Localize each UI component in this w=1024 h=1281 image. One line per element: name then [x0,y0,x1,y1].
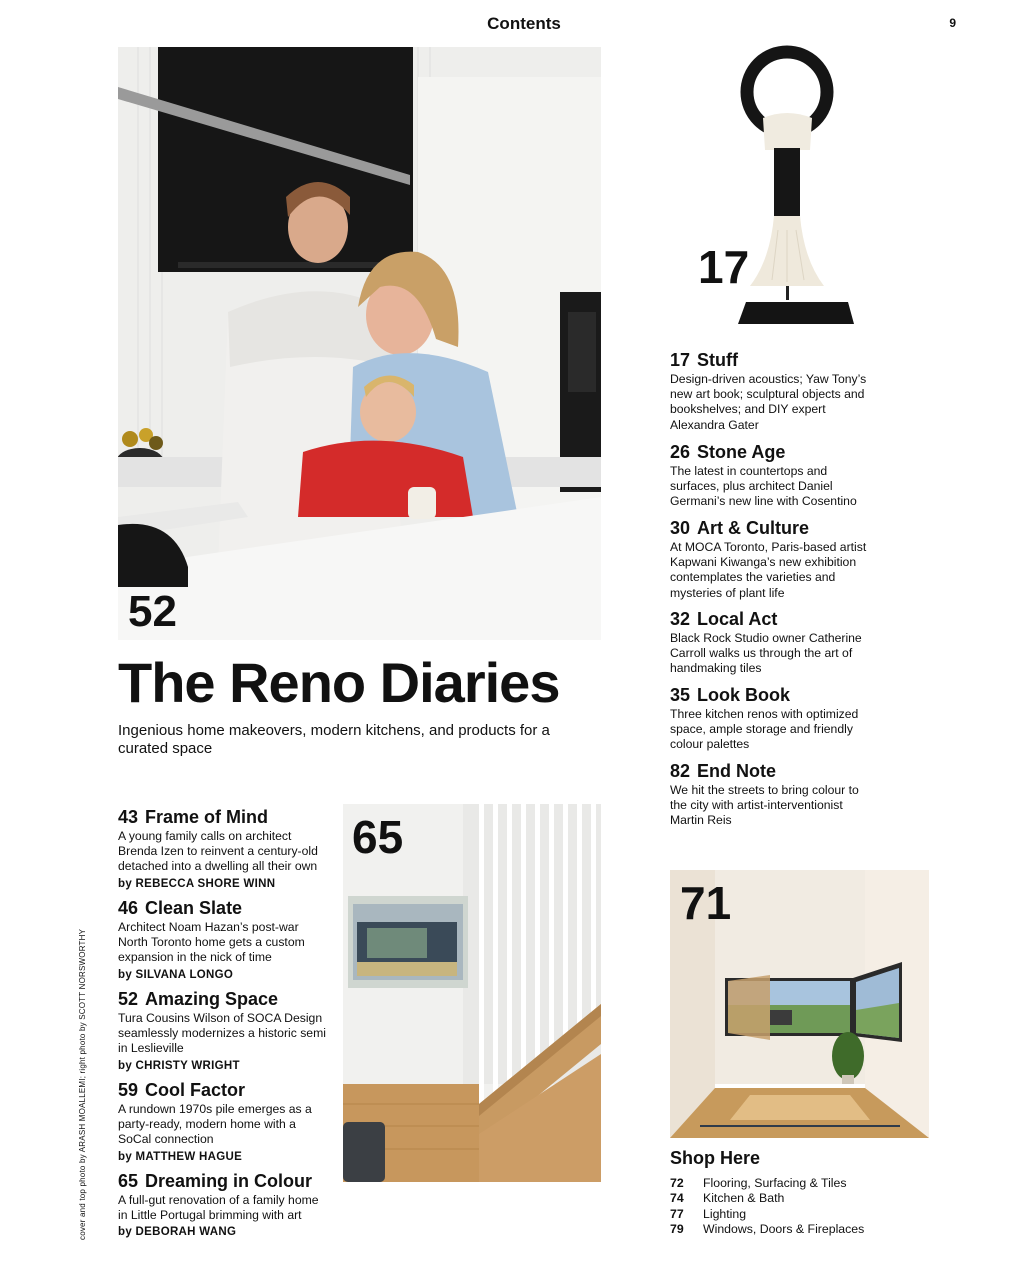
entry-title: Stone Age [697,442,786,462]
entry-page: 32 [670,609,691,629]
dept-entry[interactable] [670,685,900,753]
feature-entry[interactable] [118,898,348,983]
feature-title: The Reno Diaries [118,651,560,714]
entry-page: 52 [118,989,139,1009]
shop-item-page: 74 [670,1191,684,1206]
object-photo [730,40,865,330]
entry-byline: by MATTHEW HAGUE [118,1150,243,1163]
entry-desc: Three kitchen renos with optimized space, ample storage and friendly colour palettes [670,707,859,752]
entry-page: 17 [670,350,691,370]
dept-entry[interactable] [670,761,900,829]
feature-subtitle: Ingenious home makeovers, modern kitchens, and products for a curated space [118,722,550,757]
entry-desc: A young family calls on architect Brenda Izen to reinvent a century-old detached into a dwelling all their own [118,829,318,874]
entry-desc: A full-gut renovation of a family home in Little Portugal brimming with art [118,1193,319,1223]
shop-item[interactable] [670,1176,864,1191]
shop-item-page: 79 [670,1221,684,1236]
entry-title: Local Act [697,609,778,629]
dept-entry[interactable] [670,609,900,677]
entry-byline: by CHRISTY WRIGHT [118,1059,240,1072]
entry-desc: We hit the streets to bring colour to the city with artist-interventionist Martin Reis [670,783,859,828]
feature-entry[interactable] [118,1171,348,1240]
entry-byline: by REBECCA SHORE WINN [118,877,276,890]
entry-desc: A rundown 1970s pile emerges as a party-ready, modern home with a SoCal connection [118,1102,312,1147]
entry-title: Art & Culture [697,518,810,538]
entry-title: End Note [697,761,777,781]
entry-desc: Black Rock Studio owner Catherine Carroll walks us through the art of handmaking tiles [670,631,862,676]
dept-entry[interactable] [670,442,900,510]
photo-credit: cover and top photo by ARASH MOALLEMI; right photo by SCOTT NORSWORTHY [78,928,87,1240]
dept-entry[interactable] [670,350,900,433]
entry-desc: Architect Noam Hazan’s post-war North Toronto home gets a custom expansion in the nick of time [118,920,305,965]
object-page-number: 17 [698,241,750,293]
shop-item-label: Windows, Doors & Fireplaces [703,1221,865,1236]
entry-page: 82 [670,761,691,781]
shop-list [670,1176,864,1237]
entry-title: Frame of Mind [145,807,269,827]
hero-page-number: 52 [128,587,177,636]
feature-entry[interactable] [118,989,348,1074]
entry-page: 35 [670,685,691,705]
dept-entry[interactable] [670,518,900,601]
shop-title: Shop Here [670,1148,761,1168]
entry-desc: At MOCA Toronto, Paris-based artist Kapwani Kiwanga’s new exhibition contemplates the varieties and mysteries of plant life [670,540,867,600]
entry-desc: The latest in countertops and surfaces, plus architect Daniel Germani’s new line with Cosentino [670,464,857,509]
section-title: Contents [487,14,561,33]
shop-item[interactable] [670,1191,864,1206]
entry-page: 59 [118,1080,139,1100]
shop-item[interactable] [670,1207,864,1222]
entry-page: 43 [118,807,139,827]
feature-entry[interactable] [118,807,348,892]
hero-photo [118,47,601,640]
shop-item-label: Lighting [703,1206,747,1221]
entry-page: 30 [670,518,691,538]
entry-desc: Design-driven acoustics; Yaw Tony’s new art book; sculptural objects and bookshelves; and DIY expert Alexandra Gater [670,372,867,432]
entry-title: Stuff [697,350,739,370]
feature-entry[interactable] [118,1080,348,1165]
entry-page: 26 [670,442,691,462]
entry-title: Amazing Space [145,989,279,1009]
shop-item-page: 72 [670,1176,684,1190]
entry-byline: by DEBORAH WANG [118,1226,237,1239]
shop-item-page: 77 [670,1206,684,1221]
inset-page-number: 65 [352,811,404,863]
shop-item-label: Kitchen & Bath [703,1191,785,1206]
page-number: 9 [949,16,956,30]
entry-page: 46 [118,898,139,918]
shop-item[interactable] [670,1222,864,1237]
entry-title: Dreaming in Colour [145,1171,313,1191]
entry-title: Clean Slate [145,898,243,918]
shop-item-label: Flooring, Surfacing & Tiles [703,1176,847,1190]
entry-title: Look Book [697,685,791,705]
entry-title: Cool Factor [145,1080,246,1100]
entry-byline: by SILVANA LONGO [118,968,234,981]
entry-desc: Tura Cousins Wilson of SOCA Design seamlessly modernizes a historic semi in Leslieville [118,1011,326,1056]
entry-page: 65 [118,1171,139,1191]
shop-page-number: 71 [680,877,732,929]
